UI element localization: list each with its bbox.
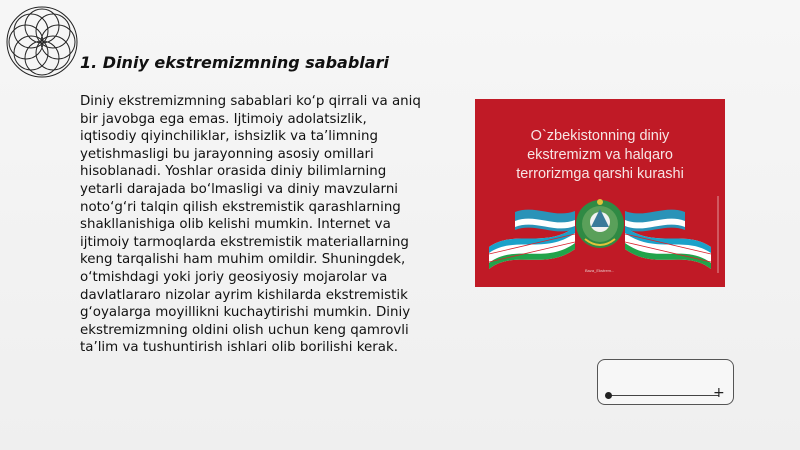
illustration-title-line-1: O`zbekistonning diniy (530, 128, 670, 144)
illustration-title-line-3: terrorizmga qarshi kurashi (516, 166, 684, 182)
illustration-title-line-2: ekstremizm va halqaro (527, 147, 673, 163)
slide-title: 1. Diniy ekstremizmning sabablari (80, 53, 389, 72)
state-emblem-icon (576, 199, 624, 248)
plus-icon[interactable]: + (713, 385, 725, 401)
slide-body-text: Diniy ekstremizmning sabablari ko‘p qirrali va aniq bir javobga ega emas. Ijtimoiy adolatsizlik, iqtisodiy qiyinchiliklar, ishsizlik va ta’limning yetishmasligi bu jarayonning asosiy omillari hisoblanadi. Yoshlar orasida diniy bilimlarning yetarli darajada bo‘lmasligi va diniy mavzularni noto‘g‘ri talqin qilish ekstremistik qarashlarning shakllanishiga olib kelishi mumkin. Internet va ijtimoiy tarmoqlarda ekstremistik materiallarning keng tarqalishi ham muhim omildir. Shuningdek, o‘tmishdagi yoki joriy geosiyosiy mojarolar va davlatlararo nizolar ayrim kishilarda ekstremistik g‘oyalarga moyillikni kuchaytirishi mumkin. Diniy ekstremizmning oldini olish uchun keng qamrovli ta’lim va tushuntirish ishlari olib borilishi kerak. (80, 94, 421, 356)
seek-handle[interactable] (605, 392, 612, 399)
illustration-caption: Baza_Ekstrem... (585, 268, 615, 273)
circular-rosette-logo-icon (4, 4, 80, 80)
illustration-card (475, 99, 725, 287)
media-player-control[interactable] (597, 359, 734, 405)
illustration-graphic (475, 99, 725, 287)
seek-bar-track[interactable] (608, 395, 719, 396)
